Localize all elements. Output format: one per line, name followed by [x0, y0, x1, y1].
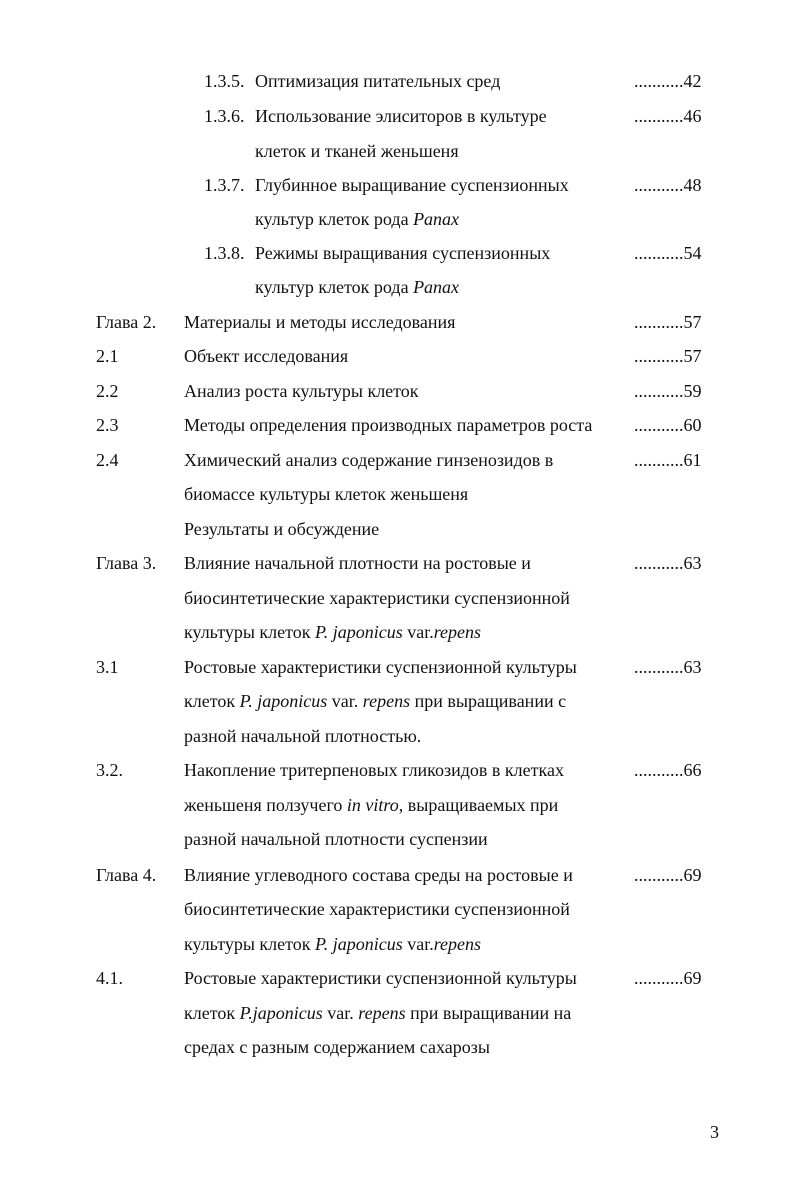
- toc-row: [0, 374, 798, 408]
- toc-title-italic: repens: [433, 622, 482, 642]
- toc-title-part: var.: [402, 934, 434, 954]
- toc-title-part: Влияние углеводного состава среды на ростовые и: [184, 865, 573, 885]
- toc-page-number: ...........63: [634, 553, 702, 573]
- toc-row: [0, 615, 798, 649]
- toc-title-part: Накопление тритерпеновых гликозидов в клетках: [184, 760, 564, 780]
- toc-row: [0, 477, 798, 511]
- toc-entry-title: [255, 236, 550, 270]
- toc-entry-title: [255, 270, 459, 304]
- toc-page-number: ...........54: [634, 243, 702, 263]
- toc-row: [0, 99, 798, 133]
- toc-title-part: разной начальной плотностью.: [184, 726, 422, 746]
- toc-row: [0, 719, 798, 753]
- toc-entry-title: [184, 684, 566, 718]
- toc-entry-number: 1.3.7.: [204, 175, 245, 195]
- toc-row: [0, 961, 798, 995]
- toc-entry-title: [255, 99, 547, 133]
- toc-entry-title: [255, 64, 500, 98]
- toc-title-part: Результаты и обсуждение: [184, 519, 380, 539]
- toc-entry-number: 1.3.6.: [204, 106, 245, 126]
- toc-title-part: разной начальной плотности суспензии: [184, 829, 488, 849]
- toc-title-part: Методы определения производных параметров роста: [184, 415, 593, 435]
- toc-title-part: , выращиваемых при: [398, 795, 559, 815]
- toc-entry-number: Глава 2.: [96, 312, 157, 332]
- toc-entry-title: [184, 615, 481, 649]
- toc-title-part: женьшеня ползучего: [184, 795, 347, 815]
- toc-title-part: биосинтетические характеристики суспензионной: [184, 899, 570, 919]
- toc-title-part: Анализ роста культуры клеток: [184, 381, 419, 401]
- toc-entry-title: [184, 581, 570, 615]
- toc-row: [0, 305, 798, 339]
- toc-page-number: ...........69: [634, 968, 702, 988]
- toc-entry-title: [184, 719, 421, 753]
- toc-entry-number: 1.3.5.: [204, 71, 245, 91]
- toc-title-part: Объект исследования: [184, 346, 349, 366]
- toc-entry-title: [255, 168, 569, 202]
- toc-row: [0, 858, 798, 892]
- toc-row: [0, 788, 798, 822]
- toc-entry-title: [184, 996, 571, 1030]
- toc-row: [0, 996, 798, 1030]
- toc-title-part: биосинтетические характеристики суспензионной: [184, 588, 570, 608]
- toc-title-part: Режимы выращивания суспензионных: [255, 243, 551, 263]
- toc-entry-title: [184, 477, 468, 511]
- toc-entry-title: [184, 339, 348, 373]
- toc-entry-number: 3.2.: [96, 760, 123, 780]
- toc-title-part: клеток: [184, 691, 240, 711]
- toc-title-part: Использование элиситоров в культуре: [255, 106, 547, 126]
- toc-entry-number: 3.1: [96, 657, 119, 677]
- toc-entry-number: Глава 3.: [96, 553, 157, 573]
- toc-title-part: Химический анализ содержание гинзенозидов в: [184, 450, 554, 470]
- toc-title-italic: Panax: [413, 277, 460, 297]
- toc-title-part: биомассе культуры клеток женьшеня: [184, 484, 469, 504]
- toc-entry-title: [184, 927, 481, 961]
- toc-entry-title: [184, 788, 558, 822]
- toc-row: [0, 408, 798, 442]
- toc-title-part: при выращивании на: [405, 1003, 572, 1023]
- toc-page-number: ...........66: [634, 760, 702, 780]
- toc-page-number: ...........69: [634, 865, 702, 885]
- toc-entry-title: [255, 134, 459, 168]
- toc-title-part: Оптимизация питательных сред: [255, 71, 501, 91]
- toc-page-number: ...........60: [634, 415, 702, 435]
- toc-row: [0, 134, 798, 168]
- toc-title-italic: Panax: [413, 209, 460, 229]
- toc-row: [0, 339, 798, 373]
- toc-title-part: var.: [322, 1003, 359, 1023]
- toc-entry-title: [184, 443, 553, 477]
- toc-entry-title: [184, 753, 564, 787]
- toc-title-part: Материалы и методы исследования: [184, 312, 456, 332]
- toc-entry-title: [184, 650, 577, 684]
- toc-page-number: ...........63: [634, 657, 702, 677]
- toc-title-part: клеток и тканей женьшеня: [255, 141, 459, 161]
- toc-title-part: Ростовые характеристики суспензионной культуры: [184, 657, 577, 677]
- toc-entry-title: [184, 858, 573, 892]
- toc-title-part: культур клеток рода: [255, 277, 414, 297]
- toc-title-italic: P. japonicus: [315, 622, 403, 642]
- toc-entry-title: [184, 961, 577, 995]
- toc-row: [0, 443, 798, 477]
- toc-page-number: ...........59: [634, 381, 702, 401]
- toc-entry-number: Глава 4.: [96, 865, 157, 885]
- toc-entry-title: [184, 892, 570, 926]
- toc-entry-number: 4.1.: [96, 968, 123, 988]
- toc-entry-title: [184, 305, 455, 339]
- toc-entry-title: [184, 546, 531, 580]
- toc-row: [0, 202, 798, 236]
- toc-title-italic: P. japonicus: [239, 691, 328, 711]
- toc-row: [0, 236, 798, 270]
- toc-title-italic: P.japonicus: [239, 1003, 323, 1023]
- toc-title-part: клеток: [184, 1003, 240, 1023]
- toc-title-part: var.: [327, 691, 363, 711]
- toc-page-number: ...........61: [634, 450, 702, 470]
- toc-page-number: ...........57: [634, 346, 702, 366]
- toc-entry-title: [184, 374, 419, 408]
- toc-entry-number: 2.1: [96, 346, 119, 366]
- toc-entry-title: [184, 512, 379, 546]
- toc-row: [0, 581, 798, 615]
- toc-title-italic: repens: [433, 934, 482, 954]
- toc-row: [0, 753, 798, 787]
- toc-title-part: при выращивании с: [410, 691, 567, 711]
- toc-row: [0, 64, 798, 98]
- page-number: 3: [710, 1122, 719, 1142]
- toc-title-part: культур клеток рода: [255, 209, 414, 229]
- toc-entry-number: 1.3.8.: [204, 243, 245, 263]
- toc-page-number: ...........46: [634, 106, 702, 126]
- toc-title-italic: P. japonicus: [315, 934, 403, 954]
- toc-row: [0, 684, 798, 718]
- toc-page-number: ...........48: [634, 175, 702, 195]
- toc-entry-title: [255, 202, 459, 236]
- toc-row: [0, 512, 798, 546]
- toc-title-italic: in vitro: [346, 795, 399, 815]
- toc-title-italic: repens: [358, 1003, 406, 1023]
- toc-row: [0, 650, 798, 684]
- toc-title-italic: repens: [362, 691, 411, 711]
- toc-row: [0, 1030, 798, 1064]
- toc-row: [0, 927, 798, 961]
- toc-title-part: Влияние начальной плотности на ростовые и: [184, 553, 531, 573]
- toc-title-part: культуры клеток: [184, 934, 316, 954]
- toc-page-number: ...........42: [634, 71, 702, 91]
- toc-entry-number: 2.4: [96, 450, 119, 470]
- toc-entry-number: 2.3: [96, 415, 119, 435]
- toc-row: [0, 270, 798, 304]
- toc-title-part: Глубинное выращивание суспензионных: [255, 175, 569, 195]
- toc-entry-title: [184, 822, 488, 856]
- toc-entry-number: 2.2: [96, 381, 119, 401]
- toc-title-part: Ростовые характеристики суспензионной культуры: [184, 968, 577, 988]
- toc-page-number: ...........57: [634, 312, 702, 332]
- toc-row: [0, 822, 798, 856]
- toc-entry-title: [184, 1030, 490, 1064]
- toc-title-part: средах с разным содержанием сахарозы: [184, 1037, 490, 1057]
- toc-entry-title: [184, 408, 592, 442]
- toc-row: [0, 892, 798, 926]
- toc-title-part: var.: [402, 622, 434, 642]
- toc-row: [0, 546, 798, 580]
- toc-row: [0, 168, 798, 202]
- toc-title-part: культуры клеток: [184, 622, 316, 642]
